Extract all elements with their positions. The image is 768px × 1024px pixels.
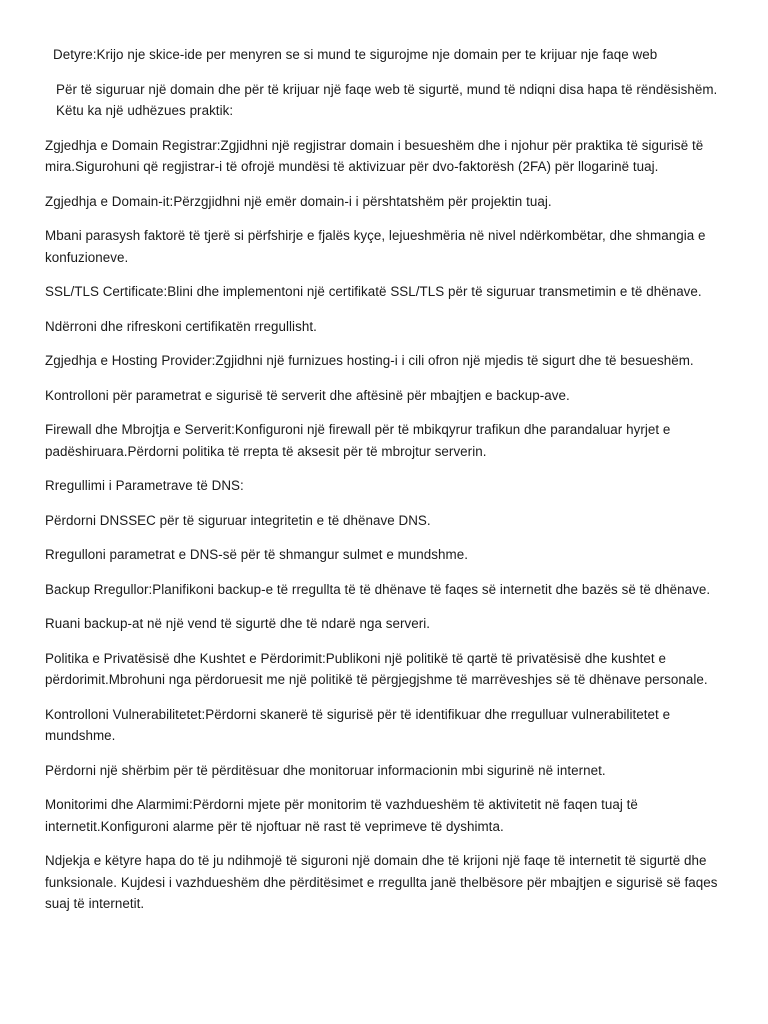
paragraph-hosting-provider: Zgjedhja e Hosting Provider:Zgjidhni një furnizues hosting-i i cili ofron një mjedis të sigurt dhe të besueshëm. <box>45 353 694 368</box>
paragraph-domain-choice: Zgjedhja e Domain-it:Përzgjidhni një emër domain-i i përshtatshëm për projektin tuaj. <box>45 193 552 209</box>
intro-paragraph: Për të siguruar një domain dhe për të krijuar një faqe web të sigurtë, mund të ndiqni disa hapa të rëndësishëm. Këtu ka një udhëzues praktik: <box>56 81 718 118</box>
paragraph-server-checks: Kontrolloni për parametrat e sigurisë të serverit dhe aftësinë për mbajtjen e backup-ave. <box>45 387 570 403</box>
paragraph-vulnerabilities: Kontrolloni Vulnerabilitetet:Përdorni skanerë të sigurisë për të identifikuar dhe rregulluar vulnerabilitetet e mundshme. <box>45 706 671 743</box>
paragraph-dns-heading: Rregullimi i Parametrave të DNS: <box>45 478 244 493</box>
paragraph-certificate-renewal: Ndërroni dhe rifreskoni certifikatën rregullisht. <box>45 318 317 334</box>
document-body <box>45 44 735 928</box>
paragraph-security-updates: Përdorni një shërbim për të përditësuar dhe monitoruar informacionin mbi sigurinë në internet. <box>45 762 606 778</box>
paragraph-monitoring: Monitorimi dhe Alarmimi:Përdorni mjete për monitorim të vazhdueshëm të aktivitetit në faqen tuaj të internetit.Konfiguroni alarme për të njoftuar në rast të veprimeve të dyshimta. <box>45 797 638 834</box>
paragraph-dns-params: Rregulloni parametrat e DNS-së për të shmangur sulmet e mundshme. <box>45 547 469 562</box>
task-statement: Detyre:Krijo nje skice-ide per menyren se si mund te sigurojme nje domain per te krijuar nje faqe web <box>53 47 658 62</box>
paragraph-ssl-certificate: SSL/TLS Certificate:Blini dhe implementoni një certifikatë SSL/TLS për të siguruar transmetimin e të dhënave. <box>45 284 702 299</box>
paragraph-backup-storage: Ruani backup-at në një vend të sigurtë dhe të ndarë nga serveri. <box>45 616 431 631</box>
paragraph-firewall: Firewall dhe Mbrojtja e Serverit:Konfiguroni një firewall për të mbikqyrur trafikun dhe parandaluar hyrjet e padëshiruara.Përdorni politika të rrepta të aksesit për të mbrojtur serverin. <box>45 422 671 459</box>
paragraph-domain-registrar: Zgjedhja e Domain Registrar:Zgjidhni një regjistrar domain i besueshëm dhe i njohur për praktika të sigurisë të mira.Sigurohuni që regjistrar-i të ofrojë mundësi të aktivizuar për dvo-faktorësh (2FA) për llogarinë tuaj. <box>45 137 704 174</box>
paragraph-privacy-policy: Politika e Privatësisë dhe Kushtet e Përdorimit:Publikoni një politikë të qartë të privatësisë dhe kushtet e përdorimit.Mbrohuni nga përdoruesit me një politikë të përgjegjshme të marrëveshjes së të dhënave personale. <box>45 650 708 687</box>
paragraph-conclusion: Ndjekja e këtyre hapa do të ju ndihmojë të siguroni një domain dhe të krijoni një faqe të internetit të sigurtë dhe funksionale. Kujdesi i vazhdueshëm dhe përditësimet e rregullta janë thelbësore për mbajtjen e sigurisë së faqes suaj të internetit. <box>45 853 718 911</box>
paragraph-backup: Backup Rregullor:Planifikoni backup-e të rregullta të të dhënave të faqes së internetit dhe bazës së të dhënave. <box>45 581 711 597</box>
paragraph-dnssec: Përdorni DNSSEC për të siguruar integritetin e të dhënave DNS. <box>45 512 431 528</box>
paragraph-domain-factors: Mbani parasysh faktorë të tjerë si përfshirje e fjalës kyçe, lejueshmëria në nivel ndërkombëtar, dhe shmangia e konfuzioneve. <box>45 228 706 265</box>
